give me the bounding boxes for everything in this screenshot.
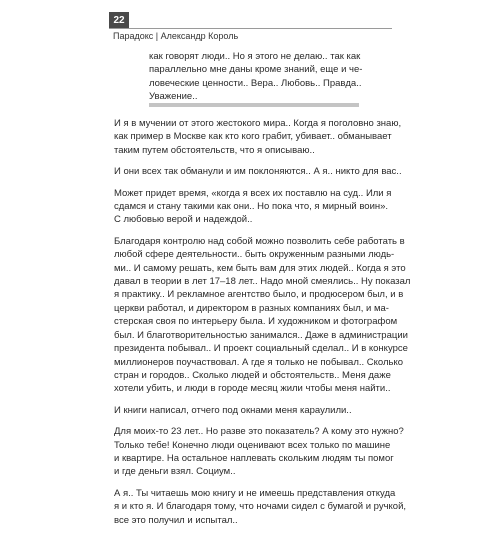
text-line: я и кто я. И благодаря тому, что ночами сидел с бумагой и ручкой, [114,501,407,513]
quote-line: Уважение.. [149,91,198,103]
quote-line: ловеческие ценности.. Вера.. Любовь.. Правда.. [149,77,362,89]
text-line: И книги написал, отчего под окнами меня караулили.. [114,404,352,416]
text-line: все это получил и испытал.. [114,514,238,526]
quote-line: параллельно мне даны кроме знаний, еще и че- [149,64,363,76]
text-line: стерская своя по интерьеру была. И художником и фотографом [114,316,398,328]
body-text [114,117,411,535]
text-line: любой сфере деятельности.. быть окруженным разными людь- [114,249,395,261]
running-head: Парадокс | Александр Король [113,31,239,41]
text-line: сдамся и стану такими как они.. Но пока что, я мирный воин». [114,201,389,213]
text-line: был. И благотворительностью занимался.. Даже в администрации [114,329,408,341]
paragraph [114,187,392,227]
text-line: миллионеров поучаствовал. А где я только не побывал.. Сколько [114,356,404,368]
text-line: С любовью верой и надеждой.. [114,214,253,226]
text-line: хотели убить, и люди в городе месяц жили чтобы меня найти.. [114,383,391,395]
paragraph [114,165,402,178]
text-line: таким путем обстоятельств, что я описываю.. [114,144,315,156]
page-number: 22 [109,12,129,29]
paragraph [114,404,389,417]
paragraph [114,487,407,527]
text-line: А я.. Ты читаешь мою книгу и не имеешь представления откуда [114,487,396,499]
paragraph [114,117,402,157]
text-line: давал в теории в лет 17–18 лет.. Надо мной смеялись.. Ну показал [114,276,411,288]
text-line: и квартире. На остальное наплевать скольким людям ты помог [114,452,394,464]
text-line: стран и городов.. Сколько людей и обстоятельств.. Меня даже [114,369,391,381]
text-line: Может придет время, «когда я всех их поставлю на суд.. Или я [114,187,392,199]
quote-block [149,50,363,107]
text-line: И они всех так обманули и им поклоняются.. А я.. никто для вас.. [114,166,402,178]
text-line: ми.. И самому решать, кем быть вам для этих людей.. Когда я это [114,262,406,274]
text-line: президента побывал.. И проект социальный сделал.. И в конкурсе [114,343,408,355]
text-line: и где деньги взял. Социум.. [114,466,236,478]
text-line: церкви работал, и директором в разных компаниях был, и ма- [114,302,389,314]
paragraph [114,235,411,396]
paragraph [114,425,404,479]
text-line: Благодаря контролю над собой можно позволить себе работать в [114,235,405,247]
text-line: И я в мучении от этого жестокого мира.. Когда я поголовно знаю, [114,118,402,129]
text-line: как пример в Москве как кто кого грабит, убивает.. обманывает [114,131,392,143]
header-rule [109,28,392,29]
text-line: я практику.. И рекламное агентство было, и продюсером был, и в [114,289,404,301]
text-line: Для моих-то 23 лет.. Но разве это показатель? А кому это нужно? [114,426,404,438]
text-line: Только тебе! Конечно люди оценивают всех только по машине [114,439,391,451]
quote-line: как говорят люди.. Но я этого не делаю.. так как [149,51,361,62]
